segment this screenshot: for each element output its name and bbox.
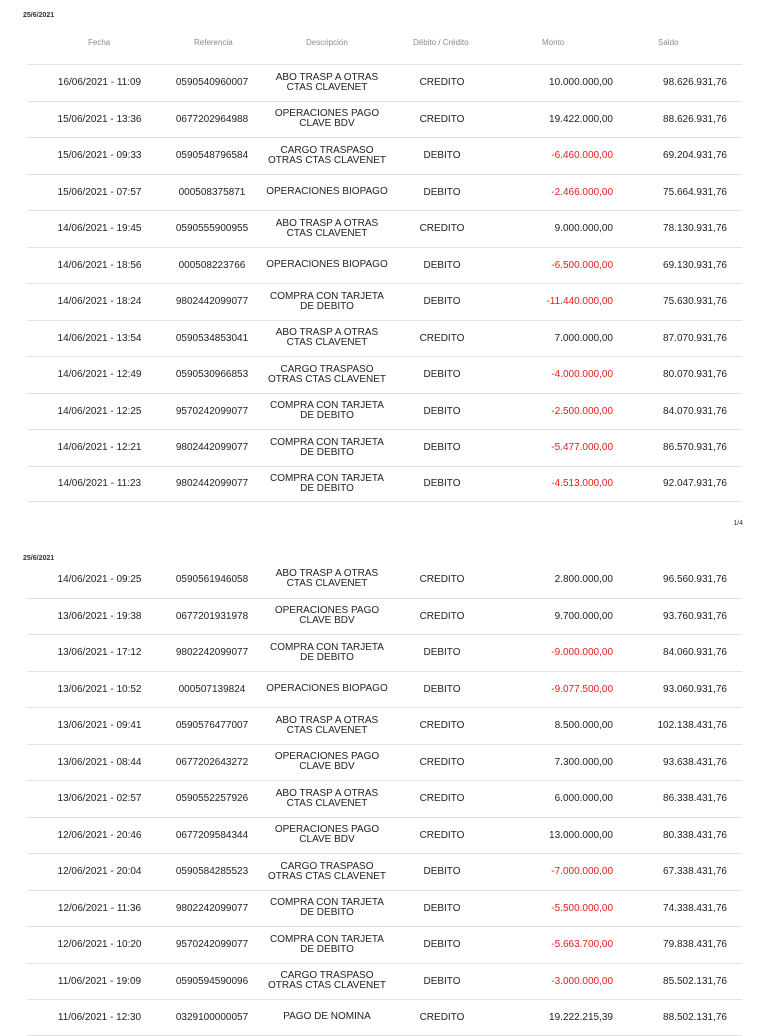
cell-referencia: 0677202643272: [175, 756, 249, 768]
header-descripcion: Descripción: [306, 38, 348, 47]
table-row: [27, 393, 742, 430]
table-row: [27, 999, 742, 1036]
cell-descripcion: OPERACIONES PAGO CLAVE BDV: [274, 605, 380, 627]
cell-monto: 9.700.000,00: [554, 610, 613, 622]
cell-descripcion: COMPRA CON TARJETA DE DEBITO: [270, 641, 384, 663]
cell-debito-credito: DEBITO: [423, 939, 461, 951]
cell-saldo: 69.204.931,76: [663, 150, 727, 162]
cell-monto: 13.000.000,00: [549, 829, 613, 841]
cell-fecha: 14/06/2021 - 18:56: [57, 259, 142, 271]
table-row: [27, 671, 742, 708]
cell-saldo: 84.070.931,76: [663, 405, 727, 417]
cell-fecha: 13/06/2021 - 10:52: [57, 683, 142, 695]
cell-descripcion: ABO TRASP A OTRAS CTAS CLAVENET: [275, 714, 379, 736]
table-row: [27, 744, 742, 781]
header-fecha: Fecha: [88, 38, 111, 47]
cell-debito-credito: DEBITO: [423, 902, 461, 914]
header-referencia: Referencia: [194, 38, 233, 47]
cell-monto: -6.460.000,00: [551, 150, 613, 162]
cell-fecha: 15/06/2021 - 13:36: [57, 113, 142, 125]
cell-descripcion: CARGO TRASPASO OTRAS CTAS CLAVENET: [268, 860, 386, 882]
cell-saldo: 93.638.431,76: [663, 756, 727, 768]
cell-fecha: 16/06/2021 - 11:09: [57, 77, 142, 89]
cell-descripcion: COMPRA CON TARJETA DE DEBITO: [270, 290, 384, 312]
cell-saldo: 85.502.131,76: [663, 975, 727, 987]
cell-saldo: 80.338.431,76: [663, 829, 727, 841]
cell-referencia: 0677201931978: [175, 610, 249, 622]
cell-saldo: 86.338.431,76: [663, 793, 727, 805]
cell-descripcion: OPERACIONES BIOPAGO: [266, 683, 388, 695]
cell-fecha: 15/06/2021 - 07:57: [57, 186, 142, 198]
cell-referencia: 000508223766: [178, 259, 246, 271]
cell-fecha: 15/06/2021 - 09:33: [57, 150, 142, 162]
cell-fecha: 13/06/2021 - 19:38: [57, 610, 142, 622]
cell-debito-credito: CREDITO: [419, 77, 465, 89]
cell-fecha: 14/06/2021 - 11:23: [57, 478, 142, 490]
cell-descripcion: COMPRA CON TARJETA DE DEBITO: [270, 933, 384, 955]
cell-descripcion: CARGO TRASPASO OTRAS CTAS CLAVENET: [268, 363, 386, 385]
table-row: [27, 429, 742, 466]
cell-monto: -6.500.000,00: [551, 259, 613, 271]
table-row: [27, 283, 742, 320]
cell-monto: -2.466.000,00: [551, 186, 613, 198]
cell-referencia: 9802442099077: [175, 296, 249, 308]
cell-saldo: 67.338.431,76: [663, 866, 727, 878]
table-row: [27, 707, 742, 744]
cell-referencia: 0590548796584: [175, 150, 249, 162]
cell-debito-credito: DEBITO: [423, 442, 461, 454]
cell-debito-credito: CREDITO: [419, 756, 465, 768]
transactions-table-page2: [27, 561, 742, 1036]
cell-fecha: 14/06/2021 - 19:45: [57, 223, 142, 235]
cell-referencia: 9802442099077: [175, 478, 249, 490]
cell-debito-credito: CREDITO: [419, 610, 465, 622]
cell-saldo: 88.626.931,76: [663, 113, 727, 125]
cell-fecha: 12/06/2021 - 10:20: [57, 939, 142, 951]
cell-monto: -7.000.000,00: [551, 866, 613, 878]
table-row: [27, 634, 742, 671]
cell-debito-credito: CREDITO: [419, 1011, 465, 1023]
cell-fecha: 12/06/2021 - 20:04: [57, 866, 142, 878]
cell-debito-credito: CREDITO: [419, 573, 465, 585]
cell-fecha: 14/06/2021 - 18:24: [57, 296, 142, 308]
cell-fecha: 14/06/2021 - 12:21: [57, 442, 142, 454]
cell-monto: -3.000.000,00: [551, 975, 613, 987]
cell-descripcion: COMPRA CON TARJETA DE DEBITO: [270, 400, 384, 422]
table-row: [27, 320, 742, 357]
cell-debito-credito: DEBITO: [423, 150, 461, 162]
table-row: [27, 210, 742, 247]
cell-debito-credito: DEBITO: [423, 369, 461, 381]
cell-referencia: 000508375871: [178, 186, 246, 198]
table-row: [27, 561, 742, 598]
date-stamp-page2: 25/6/2021: [23, 555, 55, 562]
cell-monto: -9.000.000,00: [551, 647, 613, 659]
cell-debito-credito: DEBITO: [423, 259, 461, 271]
cell-saldo: 93.760.931,76: [663, 610, 727, 622]
cell-monto: -5.477.000,00: [551, 442, 613, 454]
cell-descripcion: ABO TRASP A OTRAS CTAS CLAVENET: [275, 217, 379, 239]
cell-referencia: 0590552257926: [175, 793, 249, 805]
cell-saldo: 75.664.931,76: [663, 186, 727, 198]
cell-monto: 7.000.000,00: [554, 332, 613, 344]
cell-saldo: 80.070.931,76: [663, 369, 727, 381]
cell-fecha: 13/06/2021 - 02:57: [57, 793, 142, 805]
cell-descripcion: OPERACIONES PAGO CLAVE BDV: [274, 751, 380, 773]
table-row: [27, 890, 742, 927]
cell-saldo: 96.560.931,76: [663, 573, 727, 585]
cell-saldo: 74.338.431,76: [663, 902, 727, 914]
cell-debito-credito: CREDITO: [419, 720, 465, 732]
cell-monto: -5.663.700,00: [551, 939, 613, 951]
cell-descripcion: ABO TRASP A OTRAS CTAS CLAVENET: [275, 568, 379, 590]
cell-referencia: 0677202964988: [175, 113, 249, 125]
cell-referencia: 0590594590096: [175, 975, 249, 987]
table-row: [27, 64, 742, 101]
cell-monto: 7.300.000,00: [554, 756, 613, 768]
cell-debito-credito: DEBITO: [423, 478, 461, 490]
cell-referencia: 0677209584344: [175, 829, 249, 841]
cell-monto: -9.077.500,00: [551, 683, 613, 695]
cell-monto: 2.800.000,00: [554, 573, 613, 585]
cell-debito-credito: DEBITO: [423, 866, 461, 878]
cell-descripcion: COMPRA CON TARJETA DE DEBITO: [270, 472, 384, 494]
cell-referencia: 0329100000057: [175, 1011, 249, 1023]
cell-monto: -4.000.000,00: [551, 369, 613, 381]
date-stamp-page1: 25/6/2021: [23, 12, 55, 19]
cell-debito-credito: DEBITO: [423, 683, 461, 695]
cell-monto: -11.440.000,00: [546, 296, 613, 308]
table-row: [27, 817, 742, 854]
cell-monto: 10.000.000,00: [549, 77, 613, 89]
cell-descripcion: OPERACIONES PAGO CLAVE BDV: [274, 108, 380, 130]
cell-descripcion: OPERACIONES PAGO CLAVE BDV: [274, 824, 380, 846]
cell-referencia: 0590534853041: [175, 332, 249, 344]
cell-saldo: 75.630.931,76: [663, 296, 727, 308]
cell-debito-credito: CREDITO: [419, 829, 465, 841]
cell-fecha: 14/06/2021 - 13:54: [57, 332, 142, 344]
cell-descripcion: OPERACIONES BIOPAGO: [266, 186, 388, 198]
table-row: [27, 926, 742, 963]
header-monto: Monto: [542, 38, 565, 47]
cell-monto: 19.422.000,00: [549, 113, 613, 125]
cell-saldo: 78.130.931,76: [663, 223, 727, 235]
cell-descripcion: ABO TRASP A OTRAS CTAS CLAVENET: [275, 787, 379, 809]
cell-referencia: 0590530966853: [175, 369, 249, 381]
cell-descripcion: CARGO TRASPASO OTRAS CTAS CLAVENET: [268, 970, 386, 992]
cell-fecha: 12/06/2021 - 11:36: [57, 902, 142, 914]
cell-descripcion: ABO TRASP A OTRAS CTAS CLAVENET: [275, 327, 379, 349]
cell-debito-credito: DEBITO: [423, 647, 461, 659]
table-row: [27, 780, 742, 817]
table-row: [27, 598, 742, 635]
cell-saldo: 79.838.431,76: [663, 939, 727, 951]
cell-debito-credito: DEBITO: [423, 405, 461, 417]
cell-debito-credito: CREDITO: [419, 332, 465, 344]
cell-debito-credito: DEBITO: [423, 975, 461, 987]
cell-fecha: 14/06/2021 - 12:49: [57, 369, 142, 381]
table-header: [27, 38, 742, 52]
transactions-table-page1: [27, 64, 742, 502]
table-row: [27, 853, 742, 890]
cell-monto: 8.500.000,00: [554, 720, 613, 732]
cell-descripcion: OPERACIONES BIOPAGO: [266, 259, 388, 271]
cell-monto: 9.000.000,00: [554, 223, 613, 235]
cell-debito-credito: CREDITO: [419, 223, 465, 235]
cell-descripcion: COMPRA CON TARJETA DE DEBITO: [270, 436, 384, 458]
table-row: [27, 137, 742, 174]
cell-fecha: 14/06/2021 - 09:25: [57, 573, 142, 585]
cell-fecha: 12/06/2021 - 20:46: [57, 829, 142, 841]
cell-saldo: 88.502.131,76: [663, 1011, 727, 1023]
cell-debito-credito: CREDITO: [419, 113, 465, 125]
cell-referencia: 9802442099077: [175, 442, 249, 454]
cell-fecha: 13/06/2021 - 17:12: [57, 647, 142, 659]
cell-referencia: 0590540960007: [175, 77, 249, 89]
cell-descripcion: CARGO TRASPASO OTRAS CTAS CLAVENET: [268, 144, 386, 166]
table-row: [27, 101, 742, 138]
cell-saldo: 98.626.931,76: [663, 77, 727, 89]
table-row: [27, 466, 742, 503]
cell-referencia: 0590576477007: [175, 720, 249, 732]
cell-descripcion: COMPRA CON TARJETA DE DEBITO: [270, 897, 384, 919]
cell-referencia: 9802242099077: [175, 902, 249, 914]
cell-debito-credito: DEBITO: [423, 296, 461, 308]
cell-fecha: 11/06/2021 - 12:30: [57, 1011, 142, 1023]
cell-saldo: 69.130.931,76: [663, 259, 727, 271]
cell-saldo: 92.047.931,76: [663, 478, 727, 490]
cell-descripcion: PAGO DE NOMINA: [283, 1011, 371, 1023]
cell-monto: -2.500.000,00: [551, 405, 613, 417]
cell-referencia: 9802242099077: [175, 647, 249, 659]
cell-referencia: 0590555900955: [175, 223, 249, 235]
cell-saldo: 93.060.931,76: [663, 683, 727, 695]
table-row: [27, 356, 742, 393]
cell-saldo: 86.570.931,76: [663, 442, 727, 454]
cell-referencia: 0590584285523: [175, 866, 249, 878]
cell-saldo: 84.060.931,76: [663, 647, 727, 659]
cell-fecha: 13/06/2021 - 08:44: [57, 756, 142, 768]
cell-debito-credito: CREDITO: [419, 793, 465, 805]
cell-saldo: 102.138.431,76: [657, 720, 727, 732]
cell-saldo: 87.070.931,76: [663, 332, 727, 344]
header-saldo: Saldo: [658, 38, 679, 47]
cell-monto: 6.000.000,00: [554, 793, 613, 805]
cell-debito-credito: DEBITO: [423, 186, 461, 198]
cell-referencia: 000507139824: [178, 683, 246, 695]
cell-fecha: 11/06/2021 - 19:09: [57, 975, 142, 987]
cell-monto: -5.500.000,00: [551, 902, 613, 914]
cell-fecha: 14/06/2021 - 12:25: [57, 405, 142, 417]
cell-monto: -4.513.000,00: [551, 478, 613, 490]
cell-referencia: 0590561946058: [175, 573, 249, 585]
table-row: [27, 963, 742, 1000]
cell-referencia: 9570242099077: [175, 405, 249, 417]
page-number: 1/4: [733, 520, 743, 527]
table-row: [27, 247, 742, 284]
cell-referencia: 9570242099077: [175, 939, 249, 951]
table-row: [27, 174, 742, 211]
cell-descripcion: ABO TRASP A OTRAS CTAS CLAVENET: [275, 71, 379, 93]
cell-fecha: 13/06/2021 - 09:41: [57, 720, 142, 732]
header-debito-credito: Débito / Crédito: [413, 38, 469, 47]
cell-monto: 19.222.215,39: [549, 1011, 613, 1023]
